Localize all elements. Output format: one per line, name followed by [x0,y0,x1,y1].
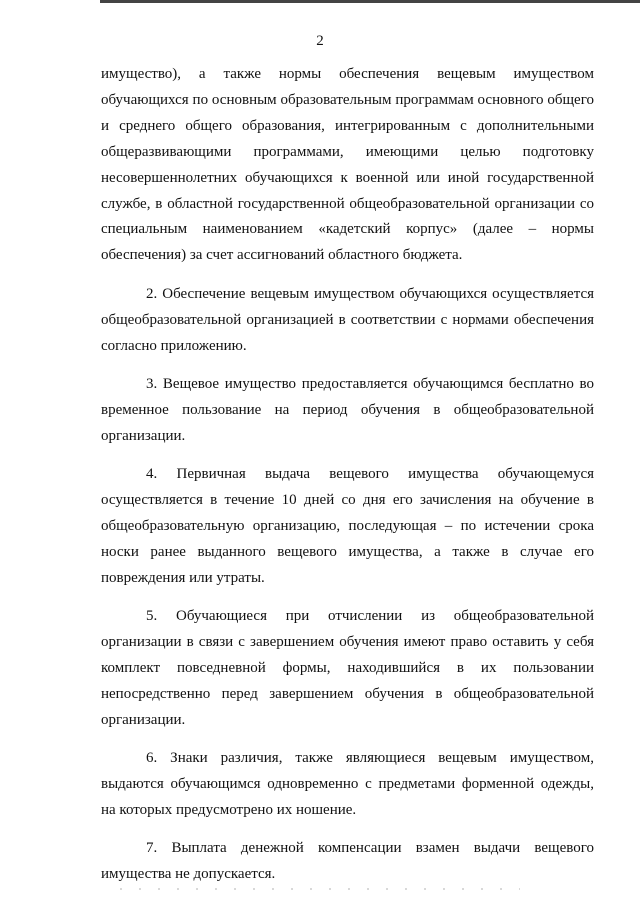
paragraph-3: 3. Вещевое имущество предоставляется обучающимся бесплатно во временное пользование на период обучения в общеобразовательной организации. [101,375,594,444]
scan-artifact-line [120,888,520,890]
paragraph-5: 5. Обучающиеся при отчислении из общеобразовательной организации в связи с завершением обучения имеют право оставить у себя комплект повседневной формы, находившийся в их пользовании непосредственно перед завершением обучения в общеобразовательной организации. [101,608,594,728]
document-body [101,62,594,901]
page-number: 2 [316,33,324,49]
paragraph-4: 4. Первичная выдача вещевого имущества обучающемуся осуществляется в течение 10 дней со дня его зачисления на обучение в общеобразовательную организацию, последующая – по истечении срока носки ранее выданного вещевого имущества, а также в случае его повреждения или утраты. [101,466,594,586]
paragraph-2: 2. Обеспечение вещевым имуществом обучающихся осуществляется общеобразовательной организацией в соответствии с нормами обеспечения согласно приложению. [101,285,594,354]
top-border-line [100,0,640,3]
paragraph-7: 7. Выплата денежной компенсации взамен выдачи вещевого имущества не допускается. [101,840,594,883]
paragraph-continuation: имущество), а также нормы обеспечения вещевым имуществом обучающихся по основным образовательным программам основного общего и среднего общего образования, интегрированным с дополнительными общеразвивающими программами, имеющими целью подготовку несовершеннолетних обучающихся к военной или иной государственной службе, в областной государственной общеобразовательной организации со специальным наименованием «кадетский корпус» (далее – нормы обеспечения) за счет ассигнований областного бюджета. [101,66,594,264]
paragraph-6: 6. Знаки различия, также являющиеся вещевым имуществом, выдаются обучающимся одновременно с предметами форменной одежды, на которых предусмотрено их ношение. [101,750,594,819]
